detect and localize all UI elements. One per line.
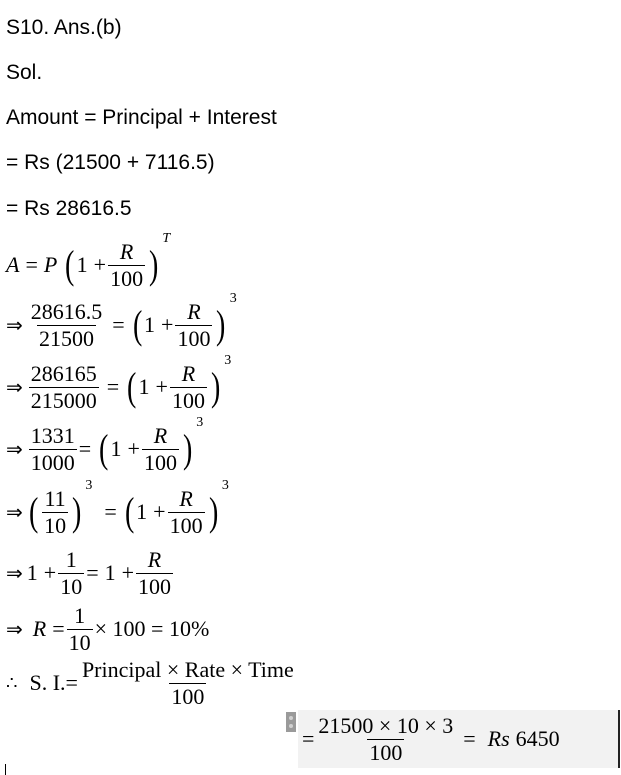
fraction-denominator: 21500 [39,325,95,351]
var-p: P [43,252,58,277]
equals-sign: = [86,560,99,585]
exponent-t: T [162,231,171,246]
exponent-3: 3 [85,478,93,493]
right-paren: ) [208,489,218,534]
right-paren: ) [210,364,221,409]
fraction-denominator: 100 [369,739,403,765]
answer-heading: S10. Ans.(b) [6,16,122,39]
fraction-numerator: 1 [65,546,77,572]
fraction-numerator: R [119,238,134,264]
equals-sign: = [65,670,78,695]
equals-sign: = [302,726,315,751]
fraction-denominator: 100 [138,573,172,599]
fraction-numerator: R [153,422,168,448]
fraction-numerator: 21500 × 10 × 3 [318,712,454,738]
currency-label: Rs [487,726,510,751]
rate-result: × 100 = 10% [94,616,210,641]
implies-arrow: ⇒ [6,375,23,399]
rate-fraction [142,423,179,476]
right-paren: ) [149,242,159,287]
equals-sign: = [463,726,476,751]
tenth-fraction [58,547,84,600]
amount-value-line: = Rs 28616.5 [6,197,132,220]
final-fraction [316,713,455,766]
therefore-symbol: ∴ [6,672,18,693]
fraction-denominator: 100 [171,387,205,413]
amount-definition: Amount = Principal + Interest [6,106,277,129]
plus-sign: + [93,252,107,277]
ratio-fraction [29,361,99,414]
equals-sign: = [25,252,38,277]
compound-interest-formula [6,231,171,294]
ratio-fraction [29,299,105,352]
equation-step-4 [6,478,229,542]
plus-sign: + [121,560,135,585]
si-fraction [80,657,296,710]
simple-interest-formula [6,654,298,712]
fraction-numerator: 1331 [30,422,75,448]
var-r: R [32,616,47,641]
left-paren: ( [127,364,137,409]
plus-sign: + [127,436,140,461]
equation-step-6 [6,600,209,658]
equation-step-3 [6,415,204,478]
one: 1 [26,560,38,585]
rate-fraction [168,486,205,539]
one: 1 [136,499,148,524]
fraction-denominator: 100 [171,683,205,709]
right-paren: ) [182,426,193,471]
equals-sign: = [52,616,65,641]
fraction-numerator: Principal × Rate × Time [81,656,294,682]
fraction-denominator: 10 [60,573,83,599]
fraction-denominator: 215000 [30,387,97,413]
exponent-3: 3 [196,415,204,430]
one: 1 [110,436,122,461]
one: 1 [104,560,116,585]
left-paren: ( [132,302,143,347]
fraction-numerator: 1 [74,602,86,628]
left-paren: ( [28,489,39,534]
amount-sum-line: = Rs (21500 + 7116.5) [6,151,215,174]
ratio-fraction [29,423,77,476]
plus-sign: + [43,560,57,585]
implies-arrow: ⇒ [6,617,23,641]
fraction-numerator: R [179,485,193,511]
one: 1 [76,252,88,277]
plus-sign: + [161,312,174,337]
fraction-denominator: 10 [68,629,91,655]
tenth-fraction [67,603,93,656]
left-paren: ( [124,489,135,534]
equation-drag-handle[interactable] [286,712,296,732]
fraction-denominator: 10 [44,512,67,538]
fraction-numerator: R [147,546,162,572]
one: 1 [138,374,150,399]
rate-fraction [170,361,207,414]
right-paren: ) [72,489,82,534]
fraction-numerator: R [181,360,196,386]
var-a: A [6,252,20,277]
rate-fraction [136,547,173,600]
fraction-denominator: 100 [110,265,144,291]
final-result-equation [302,710,560,768]
fraction-numerator: 11 [44,485,66,511]
rate-fraction [175,299,212,352]
fraction-denominator: 100 [143,449,177,475]
implies-arrow: ⇒ [6,561,23,585]
fraction-numerator: R [187,298,201,324]
equals-sign: = [112,312,125,337]
implies-arrow: ⇒ [6,437,23,461]
exponent-3: 3 [224,353,232,368]
one: 1 [144,312,156,337]
rate-fraction [108,239,145,292]
equation-step-2 [6,353,232,416]
equation-step-1 [6,291,237,354]
equals-sign: = [106,374,120,399]
exponent-3: 3 [229,291,237,306]
final-value: 6450 [515,726,560,751]
fraction-numerator: 28616.5 [30,298,103,324]
equals-sign: = [104,499,117,524]
ratio-fraction [42,486,68,539]
fraction-denominator: 100 [169,512,203,538]
implies-arrow: ⇒ [6,313,23,337]
si-label: S. I. [29,670,66,695]
fraction-numerator: 286165 [30,360,97,386]
solution-label: Sol. [6,61,43,84]
left-paren: ( [65,242,75,287]
equation-step-5 [6,544,175,602]
exponent-3: 3 [221,478,229,493]
fraction-denominator: 1000 [30,449,75,475]
implies-arrow: ⇒ [6,500,23,524]
plus-sign: + [153,499,166,524]
plus-sign: + [155,374,168,399]
equals-sign: = [78,436,92,461]
left-paren: ( [99,426,109,471]
right-paren: ) [216,302,226,347]
text-cursor [5,764,6,775]
fraction-denominator: 100 [177,325,211,351]
